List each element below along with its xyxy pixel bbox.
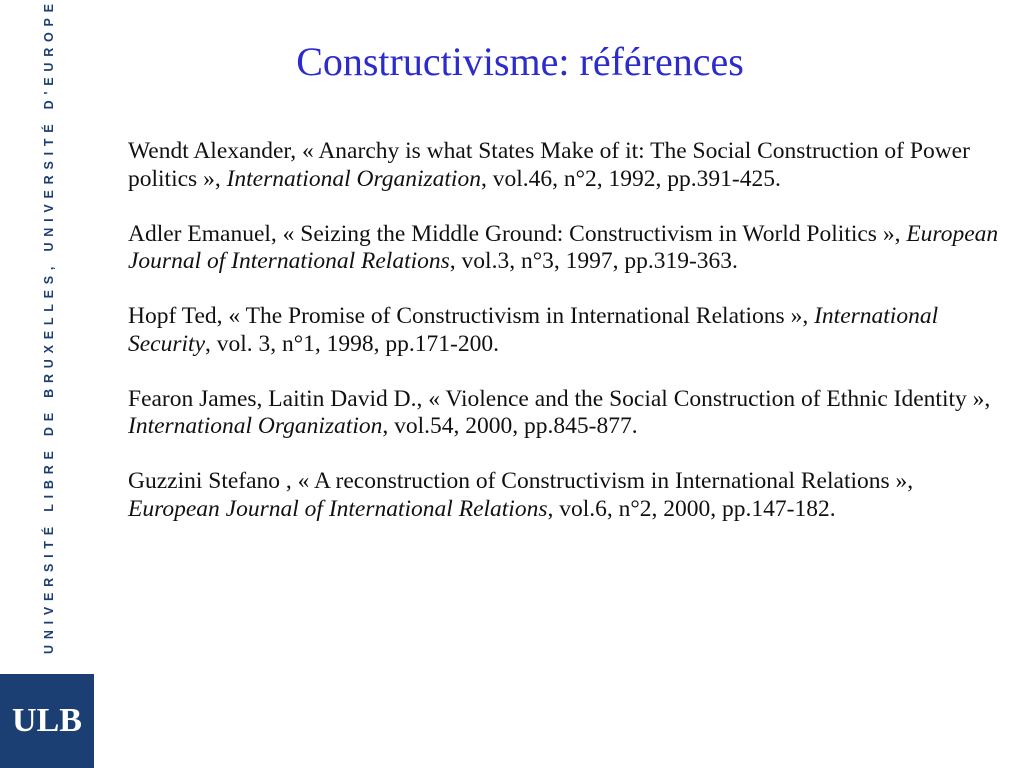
journal-title: International Security <box>128 303 939 357</box>
reference-item <box>128 303 1000 358</box>
university-vertical-banner <box>38 2 58 656</box>
ulb-logo-text: ULB <box>12 702 82 739</box>
reference-text: Adler Emanuel, « Seizing the Middle Ground: Constructivism in World Politics », <box>128 220 907 247</box>
ulb-logo <box>0 674 94 768</box>
reference-details: , vol.6, n°2, 2000, pp.147-182. <box>547 495 836 522</box>
reference-text: Wendt Alexander, « Anarchy is what States Make of it: The Social Construction of Power politics », <box>128 138 970 192</box>
reference-details: , vol. 3, n°1, 1998, pp.171-200. <box>205 330 500 357</box>
reference-details: , vol.3, n°3, 1997, pp.319-363. <box>449 248 738 274</box>
journal-title: European Journal of International Relations <box>128 220 999 274</box>
reference-item <box>128 386 1000 441</box>
reference-details: , vol.46, n°2, 1992, pp.391-425. <box>480 165 781 192</box>
slide-title: Constructivisme: références <box>296 39 744 84</box>
university-vertical-text: UNIVERSITÉ LIBRE DE BRUXELLES, UNIVERSITÉ D'EUROPE <box>42 4 56 654</box>
reference-text: Fearon James, Laitin David D., « Violence and the Social Construction of Ethnic Identity », <box>128 385 991 412</box>
reference-details: , vol.54, 2000, pp.845-877. <box>382 413 638 439</box>
reference-item <box>128 138 1000 193</box>
reference-item <box>128 221 1000 276</box>
journal-title: International Organization <box>128 413 383 439</box>
university-vertical-text-svg <box>38 2 58 656</box>
journal-title: European Journal of International Relations <box>128 495 548 522</box>
reference-text: Hopf Ted, « The Promise of Constructivism in International Relations », <box>128 303 815 329</box>
journal-title: International Organization <box>226 165 481 192</box>
reference-item <box>128 468 1000 523</box>
reference-list <box>128 138 1000 551</box>
reference-text: Guzzini Stefano , « A reconstruction of Constructivism in International Relations », <box>128 468 914 494</box>
